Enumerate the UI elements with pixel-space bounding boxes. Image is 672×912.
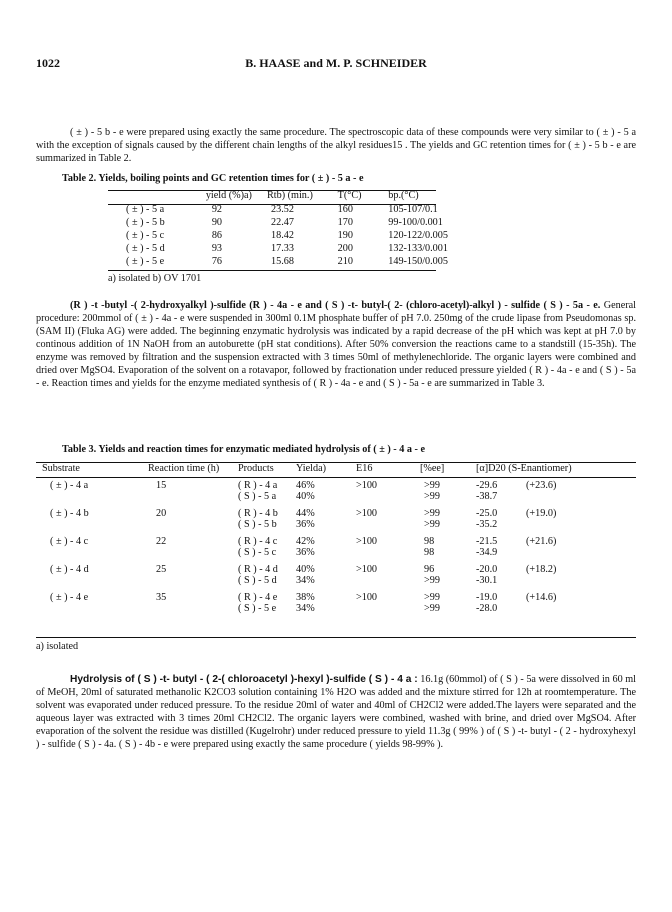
table3-yield: 36% [296,519,315,530]
table2-cell: 18.42 [271,230,294,241]
table3-e-value: >100 [356,480,378,491]
hydrolysis-body: 16.1g (60mmol) of ( S ) - 5a were dissolved in 60 ml of MeOH, 20ml of saturated methanolic K2CO3 solution containing 1% H2O was added and the mixture stirred for 12h at roomtemperature. The solvent was evaporated under reduced pressure. To the residue 20ml of water and 40ml of CH2Cl2 were added.The layers were separated and the aqueous layer was extracted with 3 times 20ml CH2Cl2. The organic layers were combined, washed with brine, and dried over MgSO4. After evaporation of the solvent the residue was distilled (Kugelrohr) under reduced pressure to yield 11.3g ( 99% ) of ( S ) -t- butyl - ( 2 - hydroxyhexyl ) - sulfide ( S ) - 4a. ( S ) - 4b - e were prepared using exactly the same procedure ( yields 98-99% ). [36,674,636,750]
table3-header: Yielda) [296,463,326,474]
table3-reaction-time: 22 [156,536,167,547]
table3-ee: >99 [424,603,440,614]
table3-bottom-rule [36,637,636,638]
table2-header: bp.(°C) [388,190,419,201]
table3-substrate: ( ± ) - 4 c [50,536,89,547]
table2-cell: 190 [337,230,353,241]
table3-row [36,575,636,589]
procedure-title: (R ) -t -butyl -( 2-hydroxyalkyl )-sulfide (R ) - 4a - e and ( S ) -t- butyl-( 2- (chloro-acetyl)-alkyl ) - sulfide ( S ) - 5a - e. [70,300,601,311]
table3-e-value: >100 [356,564,378,575]
table2-cell: 200 [337,243,353,254]
paragraph-intro [36,126,636,165]
table2-header-row [108,190,448,204]
table3-yield: 46% [296,480,315,491]
table3-product: ( R ) - 4 b [238,508,278,519]
table3-empty-cell [36,519,148,533]
table3-empty-cell [348,519,404,533]
table2-cell: 76 [211,256,222,267]
table3-row [36,505,636,519]
table2-row [108,217,448,230]
table3-ee: >99 [424,575,440,586]
table2-cell: 105-107/0.1 [388,204,438,215]
table3-ee: 98 [424,547,435,558]
table3-header: [α]D20 (S-Enantiomer) [476,463,572,474]
table3-yield: 34% [296,603,315,614]
table2-cell: 120-122/0.005 [388,230,448,241]
table2-cell: 86 [211,230,222,241]
table3-product: ( R ) - 4 d [238,564,278,575]
table3-empty-cell [148,519,238,533]
table3-empty-cell [526,547,636,561]
table2-row [108,230,448,243]
table3-row [36,533,636,547]
table3-yield: 40% [296,564,315,575]
table3-empty-cell [36,547,148,561]
table3-empty-cell [148,491,238,505]
table3-s-rotation: (+23.6) [526,480,557,491]
table3-header: Substrate [42,463,80,474]
table3-s-rotation: (+19.0) [526,508,557,519]
procedure-body: General procedure: 200mmol of ( ± ) - 4a - e were suspended in 300ml 0.1M phosphate buffer of pH 7.0. 250mg of the crude lipase from Pseudomonas sp. (SAM II) (Fluka AG) were added. The beginning enzymatic hydrolysis was indicated by a rapid decrease of the pH which was kept at pH 7.0 by continous addition of 1N NaOH from an autoburette (pH stat conditions). After 50% conversion the reactions came to a standstill (15-35h). The enzyme was removed by filtration and the suspension extracted with 3 times 50ml of methylenechloride. The organic layers were combined and dried over MgSO4. Evaporation of the solvent on a rotavapor, followed by fractionation under reduced pressure yielded ( R ) - 4a - e and ( S ) - 5a - e. Reaction times and yields for the enzyme mediated synthesis of ( R ) - 4a - e and ( S ) - 5a - e are summarized in Table 3. [36,300,636,389]
table3-substrate: ( ± ) - 4 a [50,480,89,491]
table2-row [108,243,448,256]
table3-row [36,491,636,505]
table3-empty-cell [348,603,404,617]
table3-rotation: -38.7 [476,491,498,502]
table3-row [36,603,636,617]
table2-cell: 210 [337,256,353,267]
table3-e-value: >100 [356,536,378,547]
table3-substrate: ( ± ) - 4 b [50,508,89,519]
table2-bottom-rule [108,270,436,271]
table3-caption: Table 3. Yields and reaction times for enzymatic mediated hydrolysis of ( ± ) - 4 a - e [62,444,425,455]
table2-cell: 132-133/0.001 [388,243,448,254]
table3-row [36,547,636,561]
table3-empty-cell [348,547,404,561]
table3-yield: 38% [296,592,315,603]
table3-empty-cell [526,519,636,533]
table2-compound: ( ± ) - 5 a [126,204,165,215]
table3-e-value: >100 [356,592,378,603]
table3-empty-cell [348,575,404,589]
table3-empty-cell [36,575,148,589]
table3-empty-cell [148,603,238,617]
table2-header: yield (%)a) [205,190,252,201]
table3-s-rotation: (+14.6) [526,592,557,603]
table2-cell: 160 [337,204,353,215]
table3-empty-cell [348,491,404,505]
table3-product: ( R ) - 4 a [238,480,278,491]
table2-cell: 93 [211,243,222,254]
table2-cell: 17.33 [271,243,294,254]
table3-empty-cell [526,603,636,617]
table2-row [108,204,448,217]
table3-empty-cell [526,575,636,589]
table3-footnote: a) isolated [36,641,79,652]
table3-reaction-time: 15 [156,480,167,491]
table3-empty-cell [526,491,636,505]
table3-rotation: -34.9 [476,547,498,558]
table3-product: ( S ) - 5 e [238,603,277,614]
table3-yield: 44% [296,508,315,519]
table3-header: [%ee] [420,463,445,474]
paragraph-text: ( ± ) - 5 b - e were prepared using exactly the same procedure. The spectroscopic data of these compounds were very similar to ( ± ) - 5 a with the exception of signals caused by the different chain lengths of the alkyl residues15 . The yields and GC retention times for ( ± ) - 5 b - e are summarized in Table 2. [36,127,636,164]
table3-product: ( S ) - 5 b [238,519,277,530]
table2-cell: 22.47 [271,217,294,228]
table3-ee: 96 [424,564,435,575]
page-number: 1022 [36,56,60,70]
table3-s-rotation: (+21.6) [526,536,557,547]
table3-rotation: -21.5 [476,536,498,547]
table3-rotation: -28.0 [476,603,498,614]
table2-cell: 99-100/0.001 [388,217,443,228]
table3-product: ( S ) - 5 c [238,547,277,558]
table3-empty-cell [148,575,238,589]
table3-rotation: -19.0 [476,592,498,603]
table3-row [36,561,636,575]
table3-yield: 34% [296,575,315,586]
table3-ee: >99 [424,592,440,603]
table3-product: ( R ) - 4 c [238,536,278,547]
table3 [36,463,636,617]
hydrolysis-title: Hydrolysis of ( S ) -t- butyl - ( 2-( chloroacetyl )-hexyl )-sulfide ( S ) - 4 a : [70,674,418,685]
table3-ee: >99 [424,508,440,519]
table2-cell: 149-150/0.005 [388,256,448,267]
table3-header: Products [238,463,274,474]
table3-s-rotation: (+18.2) [526,564,557,575]
table2 [108,190,448,269]
table3-rotation: -25.0 [476,508,498,519]
table3-product: ( R ) - 4 e [238,592,278,603]
table3-row [36,477,636,491]
table3-e-value: >100 [356,508,378,519]
table3-empty-cell [36,603,148,617]
table3-ee: 98 [424,536,435,547]
running-head-authors: B. HAASE and M. P. SCHNEIDER [245,56,427,70]
table3-header: Reaction time (h) [148,463,220,474]
table3-empty-cell [148,547,238,561]
table3-empty-cell [36,491,148,505]
table3-reaction-time: 20 [156,508,167,519]
table3-rotation: -20.0 [476,564,498,575]
table2-compound: ( ± ) - 5 d [126,243,165,254]
table2-compound: ( ± ) - 5 e [126,256,165,267]
table2-caption: Table 2. Yields, boiling points and GC retention times for ( ± ) - 5 a - e [62,173,364,184]
paragraph-hydrolysis [36,673,636,751]
table3-ee: >99 [424,480,440,491]
table3-ee: >99 [424,519,440,530]
table3-rotation: -30.1 [476,575,498,586]
table3-reaction-time: 25 [156,564,167,575]
table3-product: ( S ) - 5 a [238,491,277,502]
table2-compound: ( ± ) - 5 b [126,217,165,228]
table3-row [36,589,636,603]
paragraph-general-procedure [36,299,636,390]
table2-cell: 90 [211,217,222,228]
table3-yield: 42% [296,536,315,547]
table3-reaction-time: 35 [156,592,167,603]
table3-yield: 36% [296,547,315,558]
table3-rotation: -35.2 [476,519,498,530]
table2-row [108,256,448,269]
table3-substrate: ( ± ) - 4 d [50,564,89,575]
table3-ee: >99 [424,491,440,502]
table3-rotation: -29.6 [476,480,498,491]
table2-header: Rtb) (min.) [267,190,313,201]
table2-cell: 170 [337,217,353,228]
table2-footnote: a) isolated b) OV 1701 [108,273,202,284]
table3-header-row [36,463,636,477]
table3-row [36,519,636,533]
table2-cell: 92 [211,204,222,215]
table3-header: E16 [356,463,373,474]
table2-compound: ( ± ) - 5 c [126,230,165,241]
table3-product: ( S ) - 5 d [238,575,277,586]
table2-cell: 15.68 [271,256,294,267]
table2-header: T(°C) [337,190,362,201]
table3-substrate: ( ± ) - 4 e [50,592,89,603]
table3-yield: 40% [296,491,315,502]
table2-cell: 23.52 [271,204,294,215]
